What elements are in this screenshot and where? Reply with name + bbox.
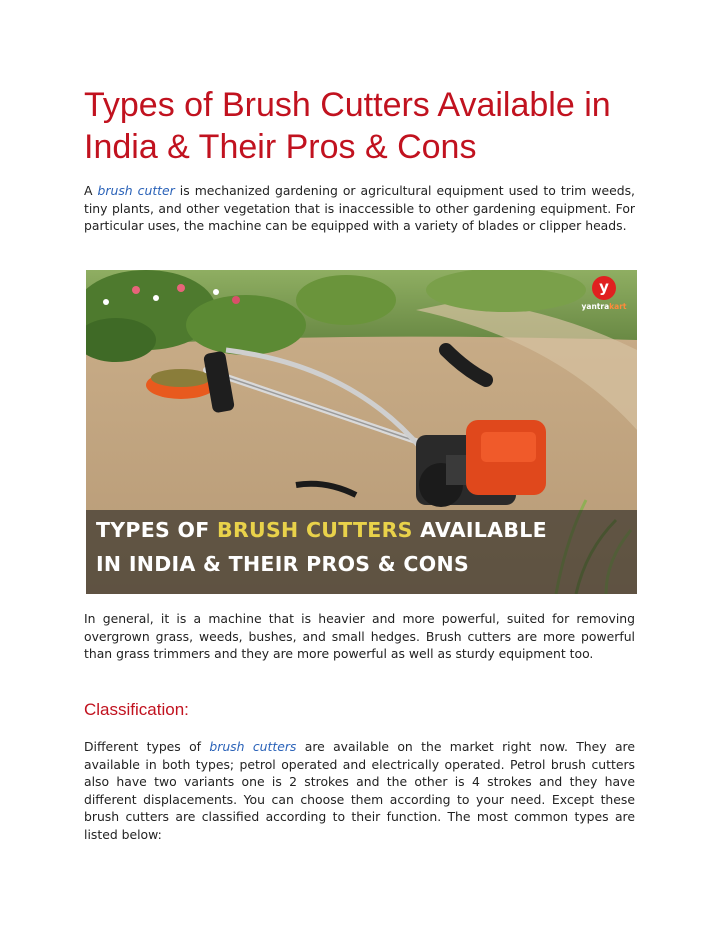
- intro-rest: is mechanized gardening or agricultural equipment used to trim weeds, tiny plants, and other vegetation that is inaccessible to other gardening equipment. For particular uses, the machine can be equipped with a variety of blades or clipper heads.: [84, 183, 635, 234]
- intro-paragraph: [84, 182, 635, 235]
- section-heading-classification: Classification:: [84, 700, 189, 719]
- general-paragraph: In general, it is a machine that is heavier and more powerful, suited for removing overgrown grass, weeds, bushes, and small hedges. Brush cutters are more powerful than grass trimmers and they are more powerful as well as sturdy equipment too.: [84, 611, 635, 662]
- banner-line-2: IN INDIA & THEIR PROS & CONS: [96, 552, 470, 576]
- hero-image: [86, 270, 637, 594]
- brush-cutter-link[interactable]: brush cutter: [97, 183, 175, 198]
- logo-letter: y: [592, 276, 616, 300]
- page-title: Types of Brush Cutters Available in India & Their Pros & Cons: [84, 86, 611, 166]
- brush-cutters-link[interactable]: brush cutters: [209, 739, 297, 754]
- brand-logo: [581, 276, 627, 316]
- banner-line-1: TYPES OF BRUSH CUTTERS AVAILABLE: [96, 518, 547, 542]
- intro-lead: A: [84, 183, 98, 198]
- hero-banner: [86, 510, 637, 594]
- logo-wordmark: yantrakart: [581, 302, 627, 311]
- classification-paragraph: Different types of brush cutters are available on the market right now. They are available in both types; petrol operated and electrically operated. Petrol brush cutters also have two variants one is 2 strokes and the other is 4 strokes and they have different displacements. You can choose them according to your need. Except these brush cutters are classified according to their function. The most common types are listed below:: [84, 739, 635, 842]
